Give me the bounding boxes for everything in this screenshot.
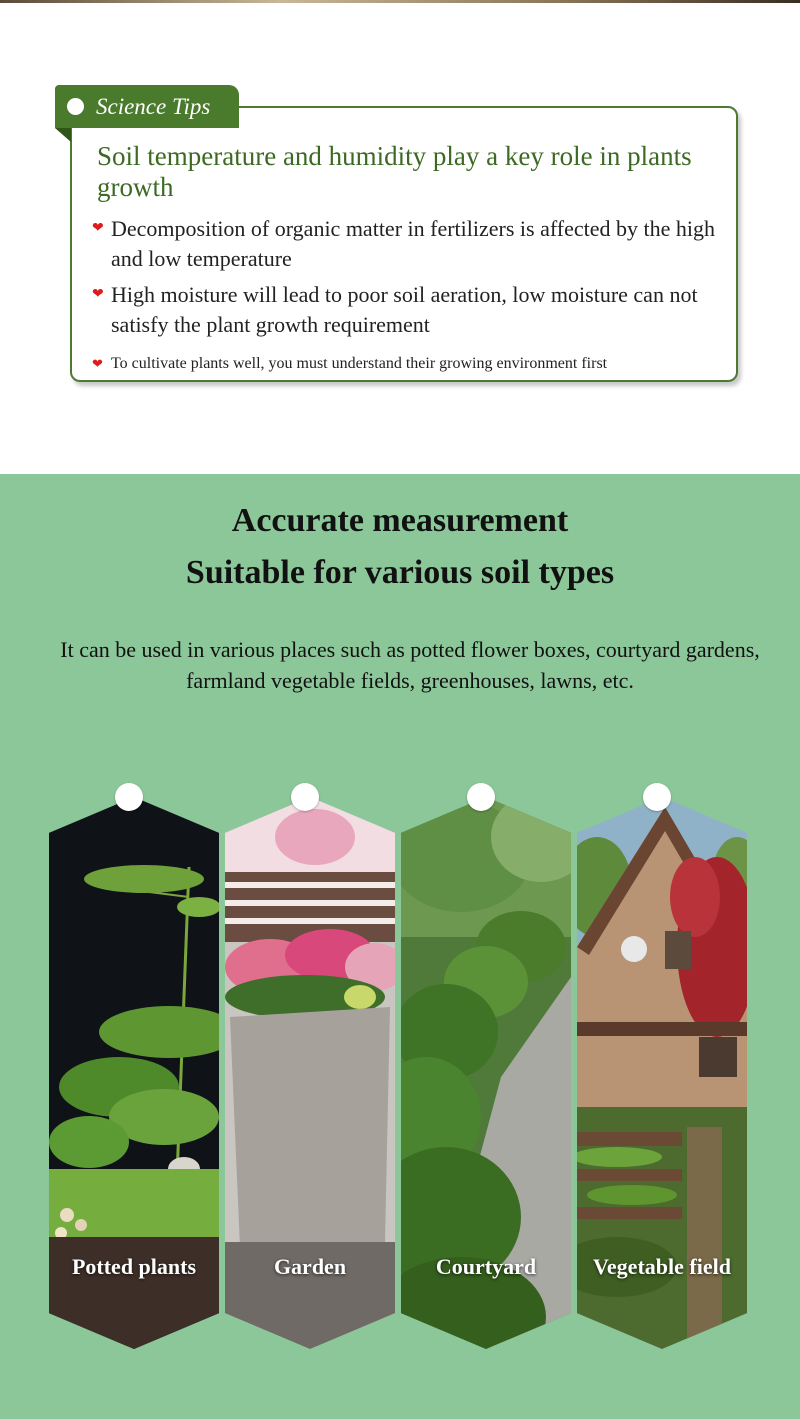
science-tips-label: Science Tips (96, 93, 211, 119)
panel-garden (225, 797, 395, 1349)
tips-heading: Soil temperature and humidity play a key role in plants growth (97, 141, 692, 202)
panel-vegetable-field (577, 797, 747, 1349)
tip-text: To cultivate plants well, you must understand their growing environment first (111, 355, 608, 372)
pin-icon (643, 783, 671, 811)
panel-courtyard (401, 797, 571, 1349)
panel-potted-plants (49, 797, 219, 1349)
circle-dot-icon (67, 98, 84, 115)
science-tips-tab (55, 85, 239, 128)
tip-text: Decomposition of organic matter in fertilizers is affected by the high and low temperature (111, 216, 716, 271)
pin-icon (115, 783, 143, 811)
panel-caption: Potted plants (71, 1254, 197, 1279)
heart-icon: ❤ (92, 287, 104, 302)
panel-caption: Vegetable field (593, 1254, 731, 1279)
panel-caption: Courtyard (435, 1254, 537, 1279)
tip-bullet-2 (92, 280, 721, 340)
tip-text: High moisture will lead to poor soil aeration, low moisture can not satisfy the plant growth requirement (111, 282, 698, 337)
heart-icon: ❤ (92, 221, 104, 236)
headline-line-1: Accurate measurement (231, 502, 569, 539)
tip-bullet-1 (92, 214, 721, 274)
headline-line-2: Suitable for various soil types (185, 554, 615, 591)
heart-icon: ❤ (92, 356, 103, 371)
tab-fold-decoration (55, 128, 71, 142)
usage-description: It can be used in various places such as potted flower boxes, courtyard gardens, farmland vegetable fields, greenhouses, lawns, etc. (60, 637, 760, 693)
pin-icon (291, 783, 319, 811)
tip-bullet-3 (92, 353, 721, 375)
pin-icon (467, 783, 495, 811)
top-decorative-strip (0, 0, 800, 3)
panel-caption: Garden (273, 1254, 347, 1279)
